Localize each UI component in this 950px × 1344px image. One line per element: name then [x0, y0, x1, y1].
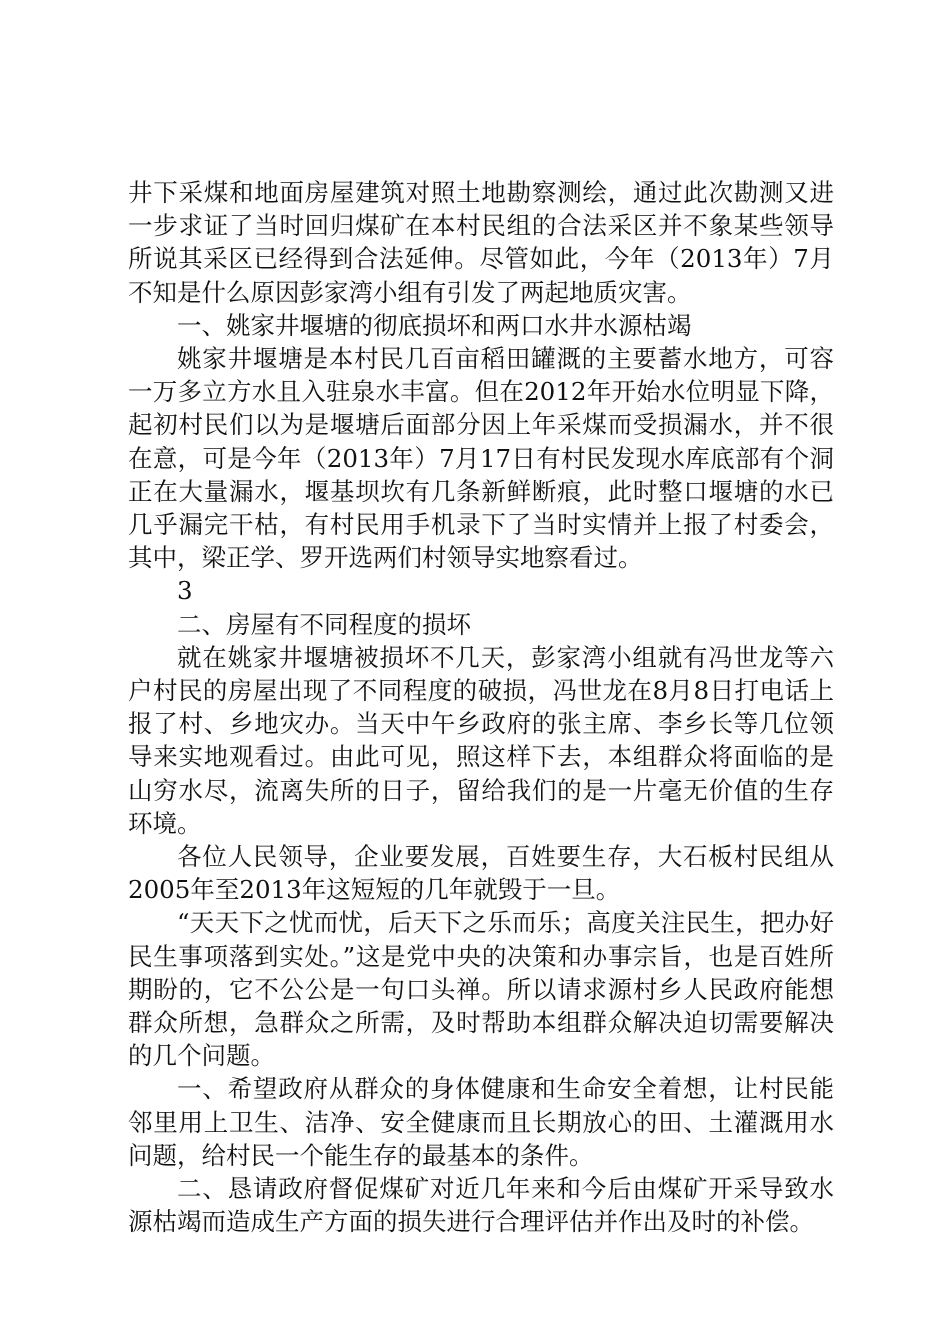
request-item-water: 一、希望政府从群众的身体健康和生命安全着想，让村民能邻里用上卫生、洁净、安全健康而且长期放心的田、土灌溉用水问题，给村民一个能生存的最基本的条件。	[128, 1074, 834, 1170]
request-item-compensation: 二、恳请政府督促煤矿对近几年来和今后由煤矿开采导致水源枯竭而造成生产方面的损失进行合理评估并作出及时的补偿。	[128, 1174, 834, 1237]
paragraph-continuation: 井下采煤和地面房屋建筑对照土地勘察测绘，通过此次勘测又进一步求证了当时回归煤矿在本村民组的合法采区并不象某些领导所说其采区已经得到合法延伸。尽管如此，今年（2013年）7月不知是什么原因彭家湾小组有引发了两起地质灾害。	[128, 178, 834, 307]
paragraph-quote-request: “天天下之忧而忧，后天下之乐而乐；高度关注民生，把办好民生事项落到实处。”这是党中央的决策和办事宗旨，也是百姓所期盼的，它不公公是一句口头禅。所以请求源村乡人民政府能想群众所想，急群众之所需，及时帮助本组群众解决迫切需要解决的几个问题。	[128, 908, 834, 1071]
section-heading-house-damage: 二、房屋有不同程度的损坏	[177, 609, 471, 639]
paragraph-appeal-leaders: 各位人民领导，企业要发展，百姓要生存，大石板村民组从2005年至2013年这短短的几年就毁于一旦。	[128, 842, 834, 905]
paragraph-pond-description: 姚家井堰塘是本村民几百亩稻田罐溉的主要蓄水地方，可容一万多立方水且入驻泉水丰富。但在2012年开始水位明显下降，起初村民们以为是堰塘后面部分因上年采煤而受损漏水，并不很在意，可是今年（2013年）7月17日有村民发现水库底部有个洞正在大量漏水，堰基坝坎有几条新鲜断痕，此时整口堰塘的水已几乎漏完干枯，有村民用手机录下了当时实情并上报了村委会，其中，梁正学、罗开选两们村领导实地察看过。	[128, 344, 834, 573]
paragraph-house-damage: 就在姚家井堰塘被损坏不几天，彭家湾小组就有冯世龙等六户村民的房屋出现了不同程度的破损，冯世龙在8月8日打电话上报了村、乡地灾办。当天中午乡政府的张主席、李乡长等几位领导来实地观看过。由此可见，照这样下去，本组群众将面临的是山穷水尽，流离失所的日子，留给我们的是一片毫无价值的生存环境。	[128, 642, 834, 838]
document-body	[128, 176, 834, 1239]
section-heading-pond-damage: 一、姚家井堰塘的彻底损坏和两口水井水源枯竭	[177, 310, 692, 340]
page-number: 3	[177, 576, 193, 606]
